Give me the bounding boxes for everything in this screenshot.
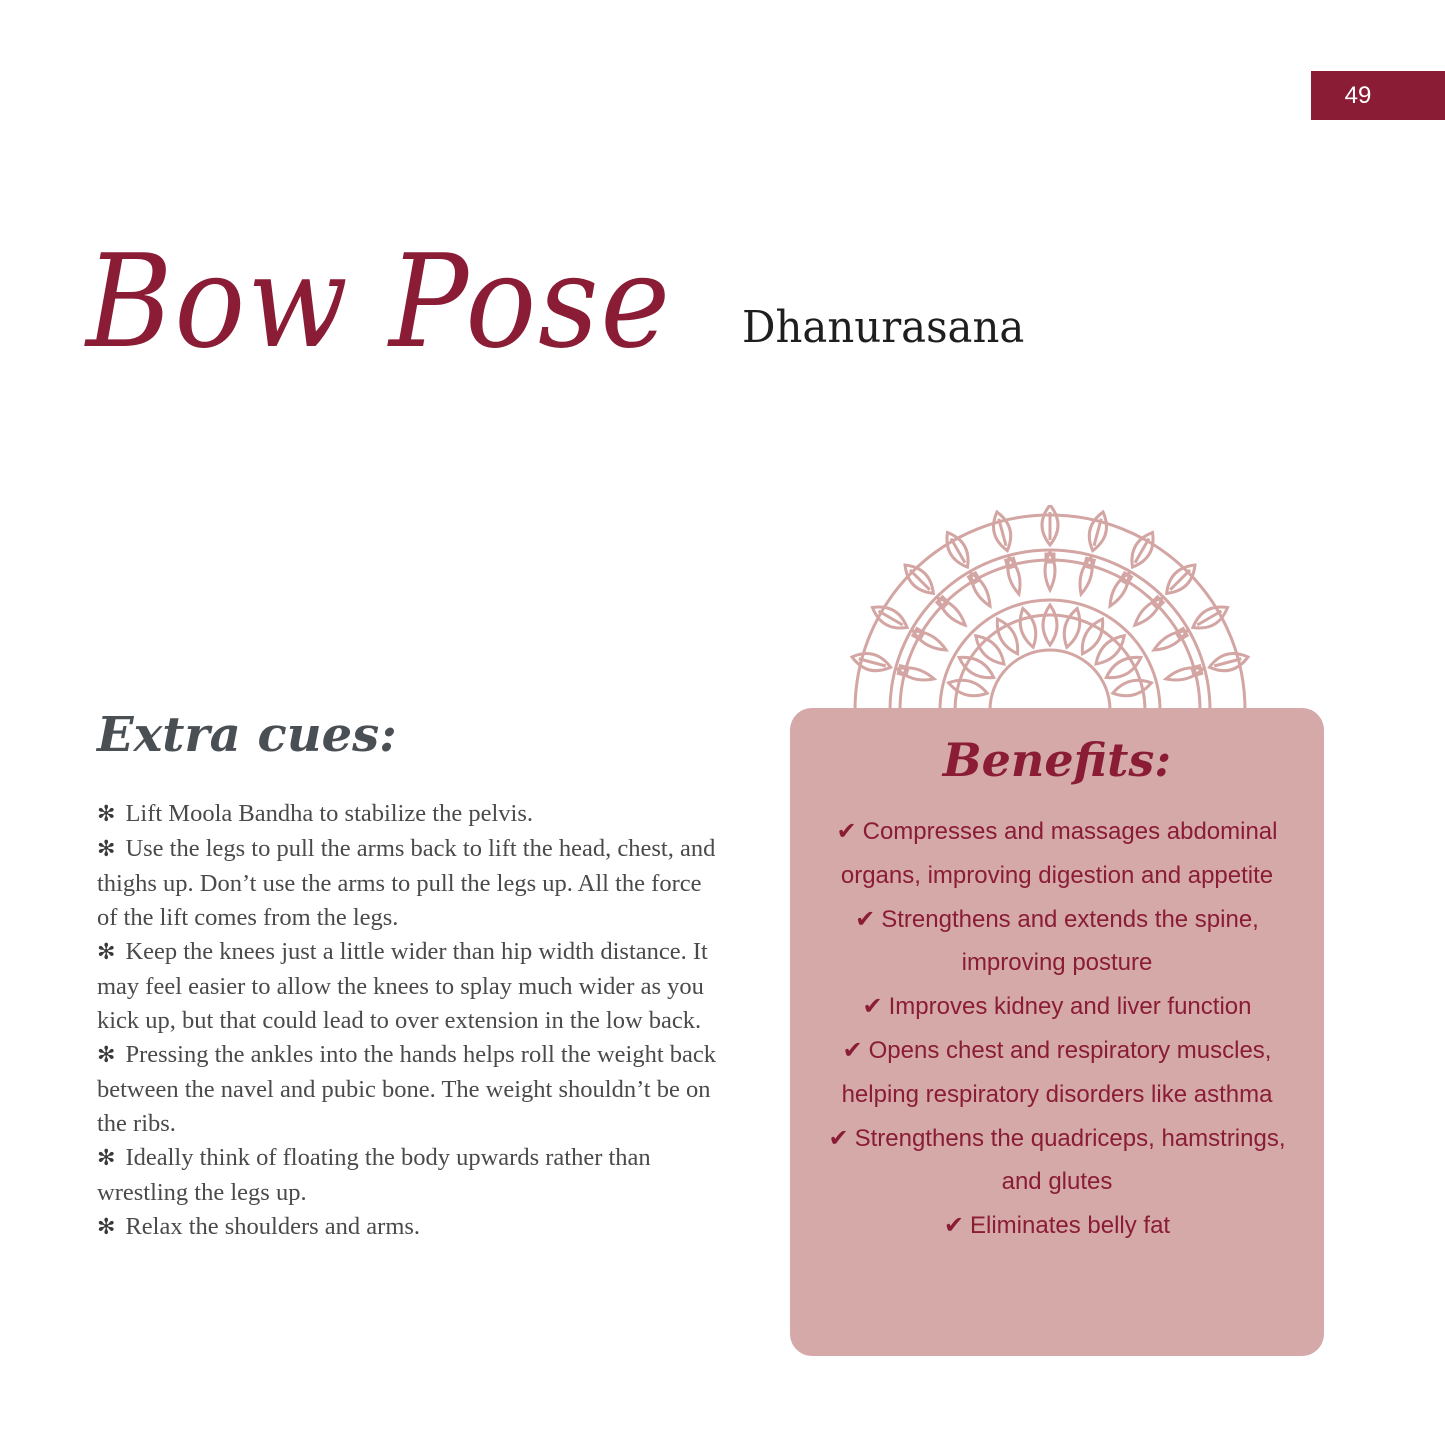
- cue-item: [97, 1141, 727, 1210]
- asterisk-bullet-icon: ✻: [97, 802, 116, 827]
- asterisk-bullet-icon: ✻: [97, 1043, 116, 1068]
- page-title: Bow Pose: [86, 228, 672, 377]
- checkmark-icon: ✔: [855, 905, 876, 933]
- cue-text: Use the legs to pull the arms back to lift the head, chest, and thighs up. Don’t use the arms to pull the legs up. All the force of the lift comes from the legs.: [97, 835, 716, 931]
- cue-text: Ideally think of floating the body upwards rather than wrestling the legs up.: [97, 1144, 651, 1206]
- checkmark-icon: ✔: [943, 1212, 964, 1240]
- benefit-text: Strengthens the quadriceps, hamstrings, and glutes: [854, 1124, 1286, 1196]
- benefit-item: [810, 1029, 1304, 1117]
- checkmark-icon: ✔: [862, 993, 883, 1021]
- benefit-text: Opens chest and respiratory muscles, helping respiratory disorders like asthma: [841, 1036, 1273, 1108]
- cue-item: [97, 1210, 727, 1245]
- cue-text: Relax the shoulders and arms.: [125, 1213, 421, 1240]
- benefit-text: Compresses and massages abdominal organs, improving digestion and appetite: [840, 818, 1278, 889]
- benefit-item: [810, 1117, 1304, 1205]
- cue-item: [97, 832, 727, 935]
- asterisk-bullet-icon: ✻: [97, 940, 116, 965]
- benefits-heading: Benefits:: [942, 733, 1172, 787]
- asterisk-bullet-icon: ✻: [97, 1146, 116, 1171]
- extra-cues-heading: Extra cues:: [97, 707, 397, 763]
- page-number: 49: [1344, 81, 1372, 109]
- benefits-list: [810, 810, 1304, 1248]
- extra-cues-list: [97, 797, 727, 1245]
- asterisk-bullet-icon: ✻: [97, 837, 116, 862]
- benefit-text: Improves kidney and liver function: [888, 993, 1252, 1021]
- cue-item: [97, 935, 727, 1038]
- asterisk-bullet-icon: ✻: [97, 1215, 116, 1240]
- page-subtitle: Dhanurasana: [742, 302, 1025, 353]
- benefit-item: [810, 985, 1304, 1029]
- mandala-ornament-icon: [845, 505, 1255, 710]
- cue-text: Keep the knees just a little wider than hip width distance. It may feel easier to allow the knees to splay much wider as you kick up, but that could lead to over extension in the low back.: [97, 938, 708, 1034]
- benefit-item: [810, 810, 1304, 898]
- cue-item: [97, 797, 727, 832]
- page-number-badge: [1311, 71, 1445, 120]
- benefit-text: Strengthens and extends the spine, improving posture: [881, 905, 1259, 977]
- benefit-item: [810, 1204, 1304, 1248]
- cue-item: [97, 1038, 727, 1141]
- cue-text: Pressing the ankles into the hands helps roll the weight back between the navel and pubic bone. The weight shouldn’t be on the ribs.: [97, 1041, 717, 1137]
- checkmark-icon: ✔: [842, 1036, 863, 1064]
- cue-text: Lift Moola Bandha to stabilize the pelvis.: [125, 800, 534, 827]
- checkmark-icon: ✔: [836, 818, 857, 845]
- benefit-item: [810, 898, 1304, 986]
- benefits-card: [790, 708, 1324, 1356]
- benefit-text: Eliminates belly fat: [970, 1212, 1171, 1240]
- checkmark-icon: ✔: [828, 1124, 849, 1152]
